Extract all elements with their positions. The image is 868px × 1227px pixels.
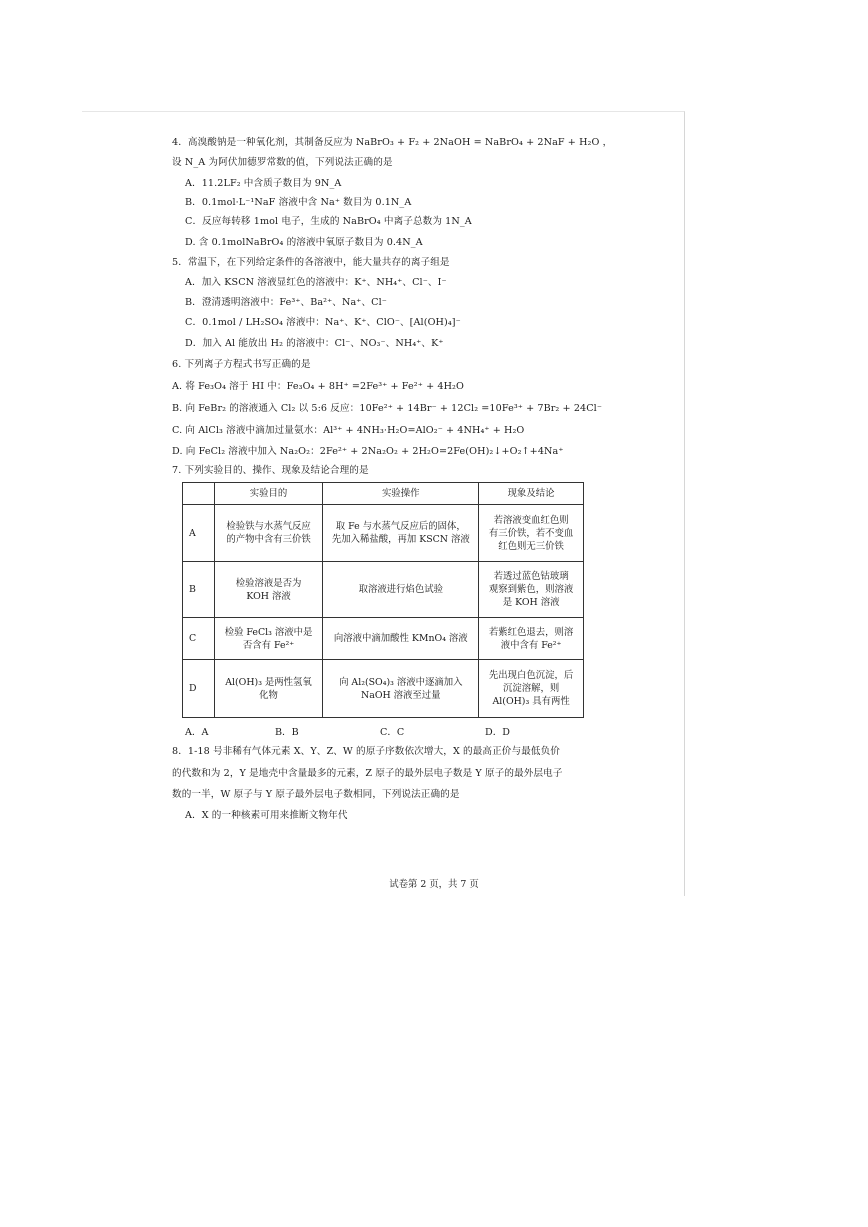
q7-answer-d: D．D: [485, 727, 510, 738]
q8-stem-line2: 的代数和为 2，Y 是地壳中含量最多的元素，Z 原子的最外层电子数是 Y 原子的最外层电子: [172, 768, 563, 779]
row-label: D: [183, 660, 215, 718]
q6-option-c: C. 向 AlCl₃ 溶液中滴加过量氨水：Al³⁺ + 4NH₃·H₂O=AlO₂⁻ + 4NH₄⁺ + H₂O: [172, 425, 525, 436]
q7-answer-b: B．B: [275, 727, 299, 738]
q5-option-c: C．0.1mol / LH₂SO₄ 溶液中：Na⁺、K⁺、ClO⁻、[Al(OH)₄]⁻: [185, 317, 461, 328]
q7-stem: 7. 下列实验目的、操作、现象及结论合理的是: [172, 465, 369, 476]
q5-option-b: B．澄清透明溶液中：Fe³⁺、Ba²⁺、Na⁺、Cl⁻: [185, 297, 387, 308]
row-purpose: 检验溶液是否为 KOH 溶液: [214, 562, 323, 618]
row-purpose: Al(OH)₃ 是两性氢氧 化物: [214, 660, 323, 718]
row-operation: 取 Fe 与水蒸气反应后的固体， 先加入稀盐酸，再加 KSCN 溶液: [323, 505, 479, 562]
q6-option-d: D. 向 FeCl₂ 溶液中加入 Na₂O₂：2Fe²⁺ + 2Na₂O₂ + 2H₂O=2Fe(OH)₂↓+O₂↑+4Na⁺: [172, 446, 564, 457]
row-result: 若溶液变血红色则 有三价铁，若不变血 红色则无三价铁: [479, 505, 584, 562]
row-operation: 向 Al₂(SO₄)₃ 溶液中逐滴加入 NaOH 溶液至过量: [323, 660, 479, 718]
q7-answer-a: A．A: [185, 727, 209, 738]
row-purpose: 检验 FeCl₃ 溶液中是 否含有 Fe²⁺: [214, 618, 323, 660]
page-footer: 试卷第 2 页，共 7 页: [389, 879, 479, 890]
table-row: [183, 562, 584, 618]
q8-stem-line1: 8．1-18 号非稀有气体元素 X、Y、Z、W 的原子序数依次增大，X 的最高正价与最低负价: [172, 746, 560, 757]
row-label: B: [183, 562, 215, 618]
q6-option-a: A. 将 Fe₃O₄ 溶于 HI 中：Fe₃O₄ + 8H⁺ =2Fe³⁺ + Fe²⁺ + 4H₂O: [172, 381, 464, 392]
row-operation: 向溶液中滴加酸性 KMnO₄ 溶液: [323, 618, 479, 660]
row-purpose: 检验铁与水蒸气反应 的产物中含有三价铁: [214, 505, 323, 562]
q4-option-c: C．反应每转移 1mol 电子，生成的 NaBrO₄ 中离子总数为 1N_A: [185, 216, 472, 227]
row-label: C: [183, 618, 215, 660]
row-label: A: [183, 505, 215, 562]
table-header-result: 现象及结论: [479, 483, 584, 505]
q5-option-d: D．加入 Al 能放出 H₂ 的溶液中：Cl⁻、NO₃⁻、NH₄⁺、K⁺: [185, 338, 444, 349]
table-header-purpose: 实验目的: [214, 483, 323, 505]
q5-option-a: A．加入 KSCN 溶液显红色的溶液中：K⁺、NH₄⁺、Cl⁻、I⁻: [185, 277, 447, 288]
table-row: [183, 660, 584, 718]
table-header-operation: 实验操作: [323, 483, 479, 505]
q4-option-b: B．0.1mol·L⁻¹NaF 溶液中含 Na⁺ 数目为 0.1N_A: [185, 197, 412, 208]
table-header-blank: [183, 483, 215, 505]
q4-option-d: D. 含 0.1molNaBrO₄ 的溶液中氧原子数目为 0.4N_A: [185, 237, 423, 248]
q8-stem-line3: 数的一半，W 原子与 Y 原子最外层电子数相同，下列说法正确的是: [172, 789, 460, 800]
row-operation: 取溶液进行焰色试验: [323, 562, 479, 618]
q4-option-a: A．11.2LF₂ 中含质子数目为 9N_A: [185, 178, 342, 189]
q6-stem: 6. 下列离子方程式书写正确的是: [172, 359, 311, 370]
q6-option-b: B. 向 FeBr₂ 的溶液通入 Cl₂ 以 5:6 反应：10Fe²⁺ + 14Br⁻ + 12Cl₂ =10Fe³⁺ + 7Br₂ + 24Cl⁻: [172, 403, 602, 414]
table-header-row: [183, 483, 584, 505]
q7-answer-c: C．C: [380, 727, 405, 738]
row-result: 若紫红色退去，则溶 液中含有 Fe²⁺: [479, 618, 584, 660]
q5-stem: 5．常温下，在下列给定条件的各溶液中，能大量共存的离子组是: [172, 257, 450, 268]
q4-stem-line1: 4．高溴酸钠是一种氧化剂，其制备反应为 NaBrO₃ + F₂ + 2NaOH = NaBrO₄ + 2NaF + H₂O ，: [172, 137, 613, 148]
q4-stem-line2: 设 N_A 为阿伏加德罗常数的值，下列说法正确的是: [172, 157, 393, 168]
table-row: [183, 505, 584, 562]
q8-option-a: A．X 的一种核素可用来推断文物年代: [185, 810, 348, 821]
row-result: 若透过蓝色钴玻璃 观察到紫色，则溶液 是 KOH 溶液: [479, 562, 584, 618]
q7-experiment-table: [182, 482, 584, 718]
table-row: [183, 618, 584, 660]
row-result: 先出现白色沉淀，后 沉淀溶解，则 Al(OH)₃ 具有两性: [479, 660, 584, 718]
